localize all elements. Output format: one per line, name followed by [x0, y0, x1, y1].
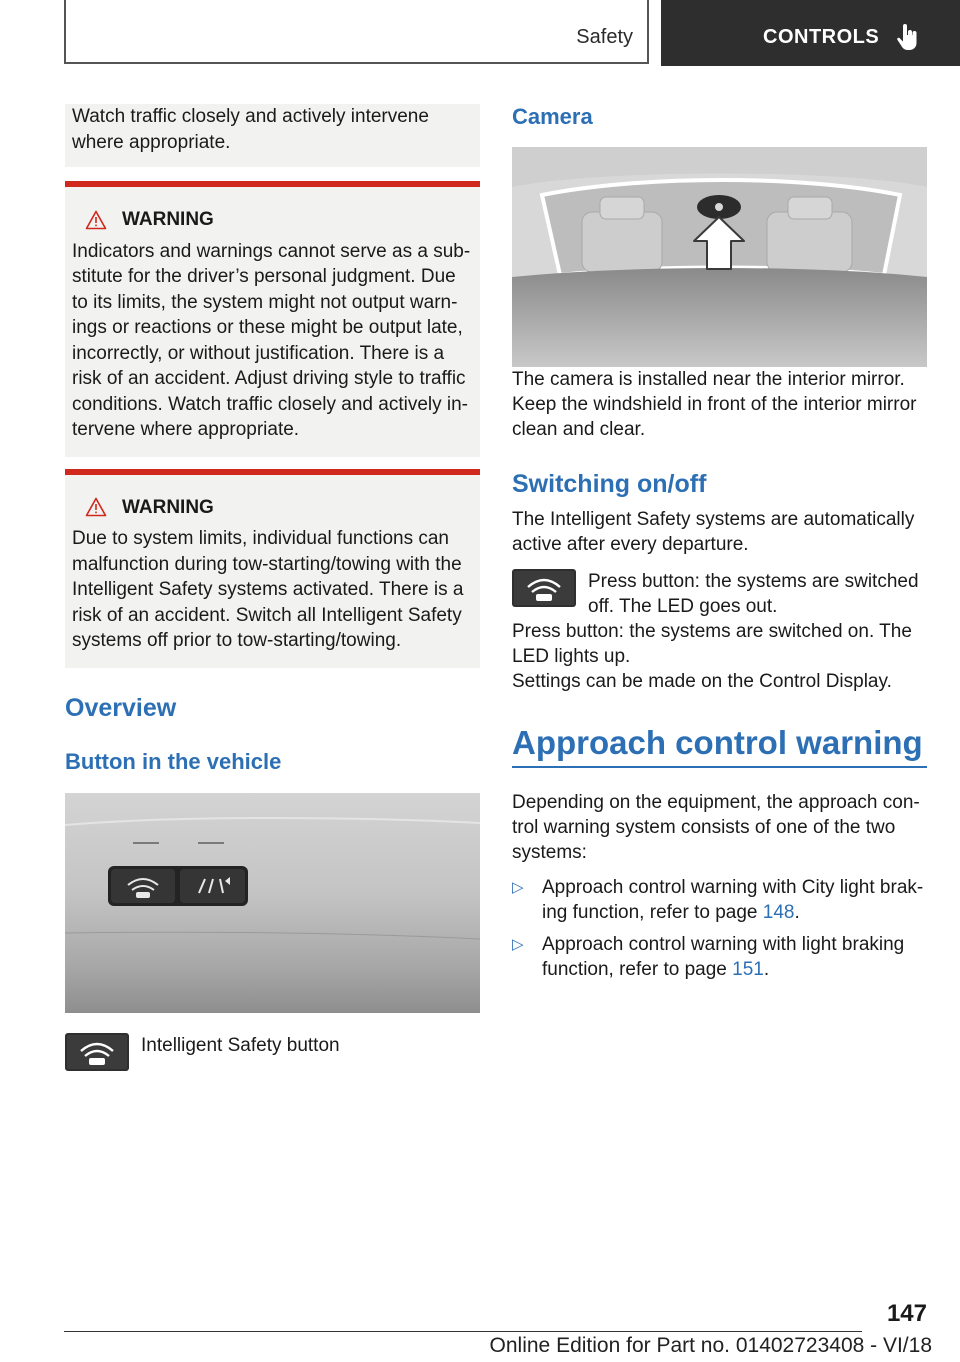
intelligent-safety-button-legend [65, 1033, 480, 1071]
header-section-title: Safety [576, 26, 633, 48]
note-text: Watch traffic closely and actively intervene where appropriate. [72, 106, 429, 153]
footer-divider [64, 1331, 862, 1332]
warning-box-1 [65, 181, 480, 457]
footer-edition: Online Edition for Part no. 01402723408 - VI/18 [489, 1334, 932, 1357]
button-in-vehicle-heading: Button in the vehicle [65, 748, 282, 774]
header-chapter-title: CONTROLS [763, 26, 880, 48]
warning-title: WARNING [122, 209, 214, 230]
header-chapter-box [661, 0, 960, 66]
page-link[interactable]: 148 [762, 902, 795, 923]
warning-triangle-icon [85, 210, 107, 230]
approach-systems-list [512, 875, 927, 982]
camera-paragraph-2: Keep the windshield in front of the interior mirror clean and clear. [512, 394, 917, 440]
header-section-box [64, 0, 649, 64]
intelligent-safety-button-icon [512, 569, 576, 607]
list-item-end: . [763, 959, 770, 980]
approach-paragraph: Depending on the equipment, the approach con‐trol warning system consists of one of the two systems: [512, 792, 920, 863]
intelligent-safety-button-icon [65, 1033, 129, 1071]
list-item-end: . [794, 902, 800, 923]
switch-paragraph-2: Press button: the systems are switched on. The LED lights up. [512, 621, 912, 667]
button-panel-photo [65, 793, 480, 1013]
switch-icon-text: Press button: the systems are switched off. The LED goes out. [588, 571, 919, 617]
pointing-hand-icon [897, 24, 919, 52]
warning-text: Indicators and warnings cannot serve as a sub‐stitute for the driver’s personal judgment. Due to its limits, the system might not output warn‐ings or reactions or these might be output late, incorrectly, or without justification. There is a risk of an accident. Adjust driving style to traffic conditions. Watch traffic closely and actively in‐tervene where appropriate. [72, 240, 471, 440]
list-item [512, 875, 927, 925]
warning-title: WARNING [122, 496, 214, 518]
overview-heading: Overview [65, 693, 177, 722]
switch-button-legend [512, 569, 927, 619]
camera-location-photo [512, 147, 927, 367]
camera-heading: Camera [512, 104, 593, 129]
button-caption: Intelligent Safety button [141, 1034, 340, 1056]
list-item-text: Approach control warning with City light brak‐ing function, refer to page [542, 877, 924, 923]
switching-on-off-heading: Switching on/off [512, 470, 707, 498]
list-item-text: Approach control warning with light braking function, refer to page [542, 934, 905, 980]
triangle-bullet-icon: ▷ [512, 879, 524, 896]
warning-heading [72, 207, 472, 233]
note-box [65, 104, 480, 167]
left-column [65, 104, 480, 1071]
page-number: 147 [886, 1300, 927, 1327]
switch-paragraph-3: Settings can be made on the Control Display. [512, 671, 892, 692]
warning-heading [72, 495, 472, 521]
camera-paragraph-1: The camera is installed near the interior mirror. [512, 369, 905, 390]
page-link[interactable]: 151 [732, 959, 764, 980]
warning-text: Due to system limits, individual functions can malfunction during tow-starting/towing with the Intelligent Safety systems activated. There is a risk of an accident. Switch all Intelligent Safety systems off prior to tow-starting/towing. [72, 528, 464, 651]
triangle-bullet-icon: ▷ [512, 936, 524, 953]
right-column [512, 100, 927, 989]
approach-control-warning-heading: Approach control warning [512, 724, 927, 768]
switch-paragraph-1: The Intelligent Safety systems are automatically active after every departure. [512, 509, 915, 555]
warning-box-2 [65, 469, 480, 668]
warning-triangle-icon [85, 497, 107, 517]
list-item [512, 932, 927, 982]
